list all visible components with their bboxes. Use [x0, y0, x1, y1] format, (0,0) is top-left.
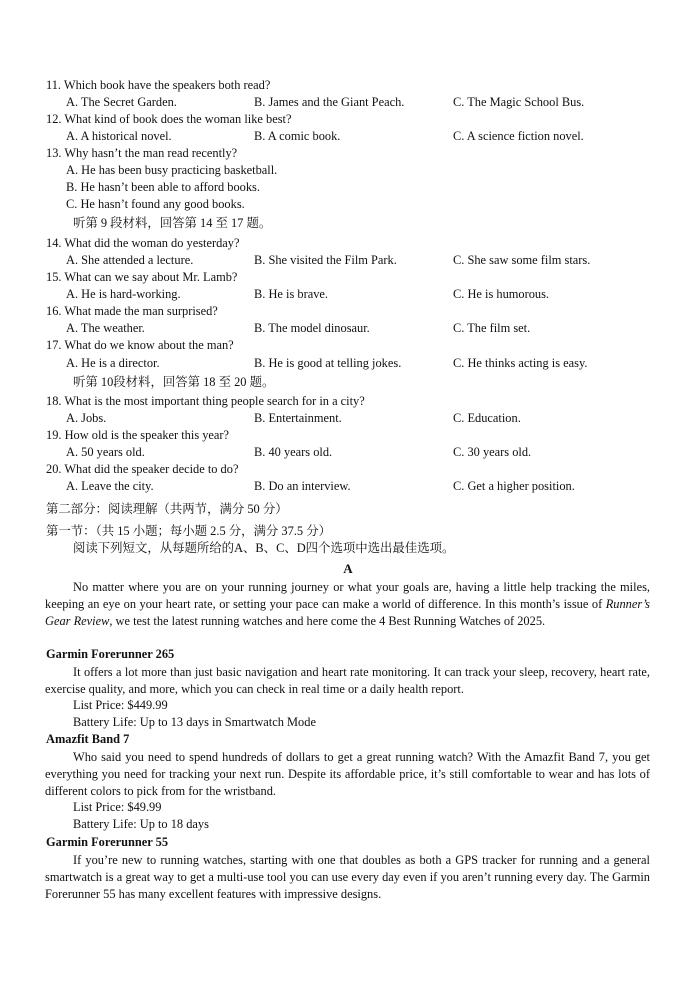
watch-2-price: List Price: $49.99 — [73, 800, 162, 814]
q13-option-b: B. He hasn’t been able to afford books. — [66, 180, 260, 194]
watch-2-name: Amazfit Band 7 — [46, 732, 130, 746]
part-2-heading: 第二部分：阅读理解（共两节，满分 50 分） — [46, 502, 288, 516]
q20-option-b: B. Do an interview. — [254, 479, 351, 493]
q19-option-a: A. 50 years old. — [66, 445, 145, 459]
q12-option-c: C. A science fiction novel. — [453, 129, 584, 143]
watch-1-name: Garmin Forerunner 265 — [46, 647, 175, 661]
q11-option-c: C. The Magic School Bus. — [453, 95, 585, 109]
magazine-title: Runner’s Gear Review — [45, 597, 650, 628]
q16-option-b: B. The model dinosaur. — [254, 321, 370, 335]
q19-option-c: C. 30 years old. — [453, 445, 532, 459]
question-20: 20. What did the speaker decide to do? — [46, 462, 239, 476]
q20-option-a: A. Leave the city. — [66, 479, 154, 493]
question-15: 15. What can we say about Mr. Lamb? — [46, 270, 238, 284]
q18-option-b: B. Entertainment. — [254, 411, 342, 425]
watch-2-battery: Battery Life: Up to 18 days — [73, 817, 209, 831]
q15-option-a: A. He is hard-working. — [66, 287, 181, 301]
q15-option-c: C. He is humorous. — [453, 287, 550, 301]
passage-letter: A — [343, 561, 353, 576]
watch-1-description: It offers a lot more than just basic navigation and heart rate monitoring. It can track your sleep, recovery, heart rate, exercise quality, and more, which you can check in real time or a daily health report. — [45, 665, 650, 696]
passage-intro — [45, 579, 650, 630]
question-13: 13. Why hasn’t the man read recently? — [46, 146, 238, 160]
q17-option-b: B. He is good at telling jokes. — [254, 356, 402, 370]
question-14: 14. What did the woman do yesterday? — [46, 236, 240, 250]
question-12: 12. What kind of book does the woman like best? — [46, 112, 292, 126]
reading-instruction: 阅读下列短文，从每题所给的A、B、C、D四个选项中选出最佳选项。 — [73, 541, 455, 555]
q14-option-b: B. She visited the Film Park. — [254, 253, 397, 267]
question-17: 17. What do we know about the man? — [46, 338, 234, 352]
section-9-instruction: 听第 9 段材料，回答第 14 至 17 题。 — [73, 216, 272, 230]
intro-text-2: , we test the latest running watches and here come the 4 Best Running Watches of 2025. — [109, 614, 546, 628]
question-16: 16. What made the man surprised? — [46, 304, 218, 318]
q19-option-b: B. 40 years old. — [254, 445, 333, 459]
q11-option-a: A. The Secret Garden. — [66, 95, 177, 109]
watch-3-name: Garmin Forerunner 55 — [46, 835, 169, 849]
section-10-instruction: 听第 10段材料，回答第 18 至 20 题。 — [73, 375, 275, 389]
q16-option-c: C. The film set. — [453, 321, 531, 335]
q14-option-a: A. She attended a lecture. — [66, 253, 194, 267]
q12-option-b: B. A comic book. — [254, 129, 341, 143]
q20-option-c: C. Get a higher position. — [453, 479, 575, 493]
watch-1-price: List Price: $449.99 — [73, 698, 168, 712]
section-1-heading: 第一节：（共 15 小题；每小题 2.5 分，满分 37.5 分） — [46, 524, 331, 538]
intro-text-1: No matter where you are on your running journey or what your goals are, having a little help tracking the miles, keeping an eye on your heart rate, or setting your pace can make a world of difference. In this month’s issue of — [45, 580, 650, 611]
question-19: 19. How old is the speaker this year? — [46, 428, 230, 442]
q18-option-a: A. Jobs. — [66, 411, 107, 425]
q14-option-c: C. She saw some film stars. — [453, 253, 591, 267]
q16-option-a: A. The weather. — [66, 321, 145, 335]
watch-3-description: If you’re new to running watches, starting with one that doubles as both a GPS tracker for running and a general smartwatch is a great way to get a multi-use tool you can use every day even if you aren’t running every day. The Garmin Forerunner 55 has many excellent features with impressive designs. — [45, 853, 650, 901]
q13-option-a: A. He has been busy practicing basketball. — [66, 163, 278, 177]
watch-1-battery: Battery Life: Up to 13 days in Smartwatch Mode — [73, 715, 316, 729]
q15-option-b: B. He is brave. — [254, 287, 328, 301]
q11-option-b: B. James and the Giant Peach. — [254, 95, 405, 109]
q12-option-a: A. A historical novel. — [66, 129, 172, 143]
question-18: 18. What is the most important thing people search for in a city? — [46, 394, 365, 408]
question-11: 11. Which book have the speakers both read? — [46, 78, 271, 92]
q17-option-c: C. He thinks acting is easy. — [453, 356, 588, 370]
q17-option-a: A. He is a director. — [66, 356, 160, 370]
q18-option-c: C. Education. — [453, 411, 521, 425]
watch-2-description: Who said you need to spend hundreds of dollars to get a great running watch? With the Amazfit Band 7, you get everything you need for tracking your next run. Despite its affordable price, it’s still comfortable to wear and has lots of different colors to pick from for the wristband. — [45, 750, 650, 798]
q13-option-c: C. He hasn’t found any good books. — [66, 197, 245, 211]
